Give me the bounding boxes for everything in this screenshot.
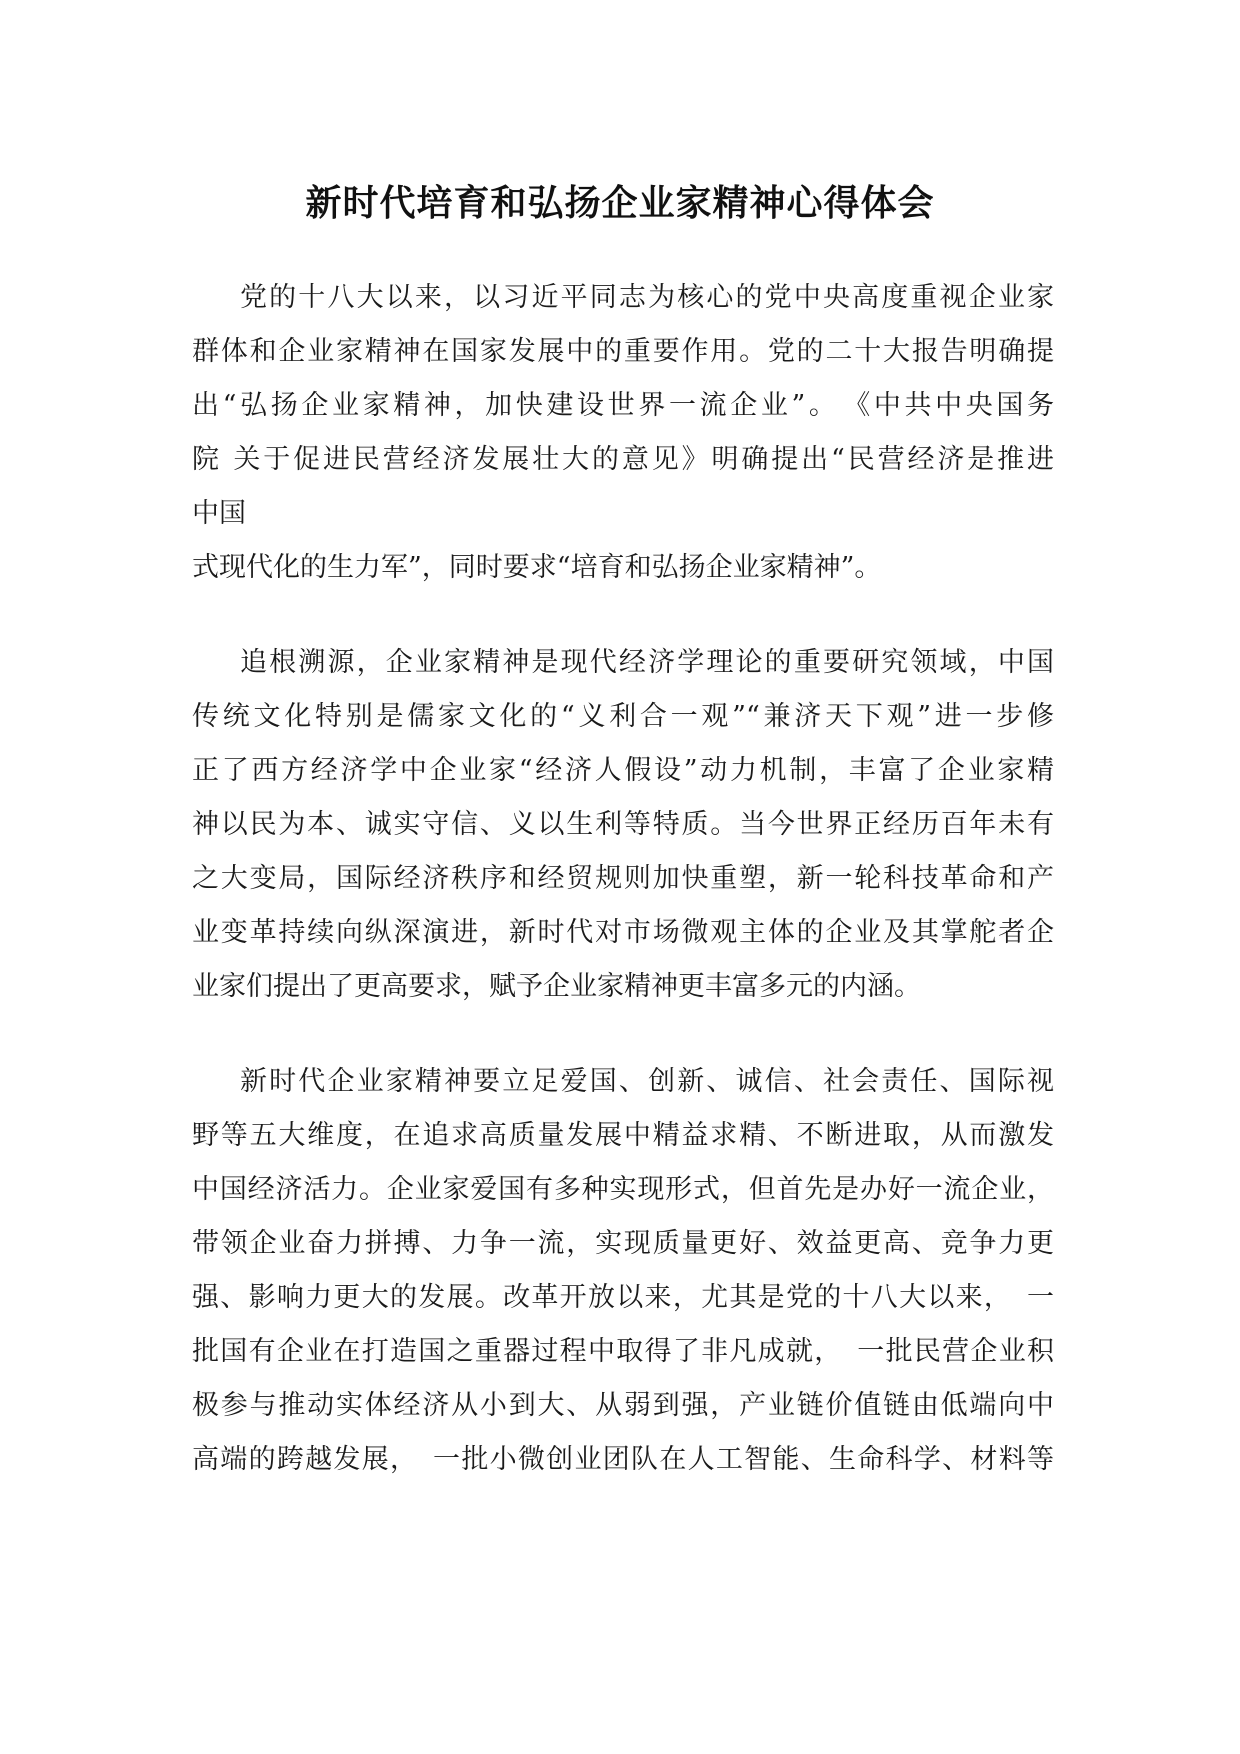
text-line: 式现代化的生力军”，同时要求“培育和弘扬企业家精神”。	[192, 552, 882, 583]
text-line: 强、影响力更大的发展。改革开放以来，尤其是党的十八大以来， 一	[192, 1282, 1054, 1313]
text-line: 出“弘扬企业家精神，加快建设世界一流企业”。 《中共中央国务	[192, 390, 1054, 421]
text-line: 传统文化特别是儒家文化的“义利合一观”“兼济天下观”进一步修	[192, 701, 1054, 732]
text-line: 神以民为本、诚实守信、义以生利等特质。当今世界正经历百年未有	[192, 809, 1054, 840]
text-line: 党的十八大以来，以习近平同志为核心的党中央高度重视企业家	[240, 282, 1054, 313]
paragraph-3	[192, 1055, 1054, 1487]
page-title: 新时代培育和弘扬企业家精神心得体会	[305, 183, 935, 224]
text-line: 极参与推动实体经济从小到大、从弱到强，产业链价值链由低端向中	[192, 1390, 1054, 1421]
text-line: 院 关于促进民营经济发展壮大的意见》明确提出“民营经济是推进	[192, 444, 1054, 475]
text-line: 之大变局，国际经济秩序和经贸规则加快重塑，新一轮科技革命和产	[192, 863, 1054, 894]
text-line: 野等五大维度，在追求高质量发展中精益求精、不断进取，从而激发	[192, 1120, 1054, 1151]
text-line: 中国经济活力。企业家爱国有多种实现形式，但首先是办好一流企业，	[192, 1174, 1054, 1205]
text-line: 群体和企业家精神在国家发展中的重要作用。党的二十大报告明确提	[192, 336, 1054, 367]
text-line: 业家们提出了更高要求，赋予企业家精神更丰富多元的内涵。	[192, 971, 921, 1002]
text-line: 新时代企业家精神要立足爱国、创新、诚信、社会责任、国际视	[240, 1066, 1054, 1097]
text-line: 业变革持续向纵深演进，新时代对市场微观主体的企业及其掌舵者企	[192, 917, 1054, 948]
paragraph-1	[192, 271, 1054, 595]
text-line: 带领企业奋力拼搏、力争一流，实现质量更好、效益更高、竞争力更	[192, 1228, 1054, 1259]
text-line: 批国有企业在打造国之重器过程中取得了非凡成就， 一批民营企业积	[192, 1336, 1054, 1367]
paragraph-2	[192, 636, 1054, 1014]
text-line: 追根溯源，企业家精神是现代经济学理论的重要研究领域，中国	[240, 647, 1054, 678]
text-line: 正了西方经济学中企业家“经济人假设”动力机制，丰富了企业家精	[192, 755, 1054, 786]
text-line: 高端的跨越发展， 一批小微创业团队在人工智能、生命科学、材料等	[192, 1444, 1054, 1475]
text-line: 中国	[192, 498, 246, 529]
